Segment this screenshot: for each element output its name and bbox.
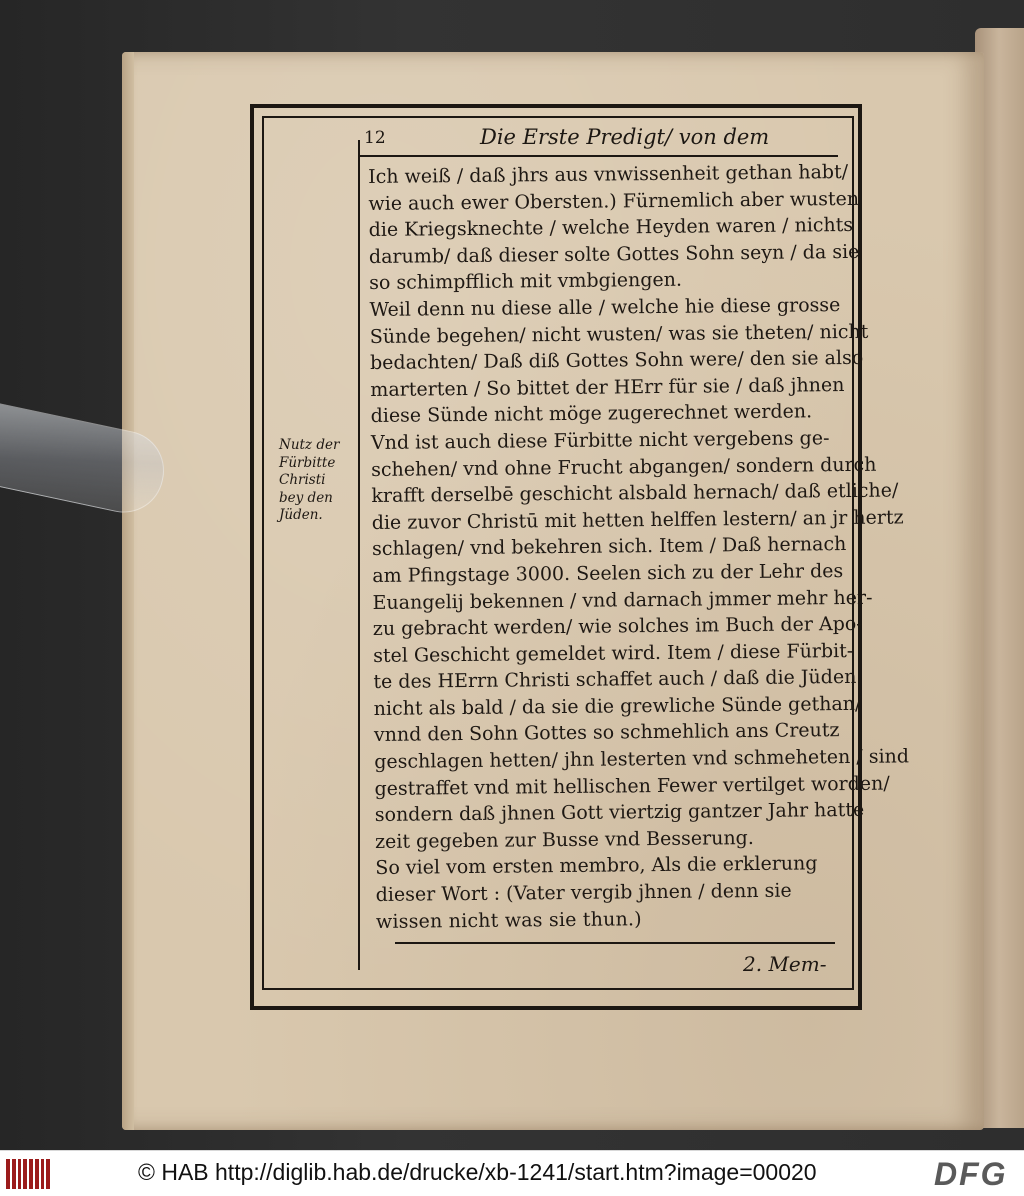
page-number: 12 [364,128,386,148]
text-line: darumb/ daß dieser solte Gottes Sohn seyn / da sie [368,240,860,268]
text-line: Euangelij bekennen / vnd darnach jmmer mehr her- [372,586,873,614]
text-line: stel Geschicht gemeldet wird. Item / diese Fürbit- [373,639,854,667]
body-text [368,159,910,935]
catchword: 2. Mem- [743,952,827,976]
hab-logo-icon [6,1159,50,1189]
footer-bar [0,1150,1024,1196]
text-line: am Pfingstage 3000. Seelen sich zu der Lehr des [372,559,844,587]
margin-note-line: Christi [279,472,326,488]
text-line: schlagen/ vnd bekehren sich. Item / Daß hernach [371,533,847,561]
page-edge-shadow [122,52,134,1130]
margin-column-divider [358,140,360,970]
text-line: nicht als bald / da sie die grewliche Sünde gethan/ [373,692,862,720]
text-line: sondern daß jhnen Gott viertzig gantzer Jahr hatte [374,799,865,827]
dfg-logo: DFG [934,1156,1008,1192]
copyright-url-text: © HAB http://diglib.hab.de/drucke/xb-1241/start.htm?image=00020 [138,1159,817,1185]
text-line: diese Sünde nicht möge zugerechnet werden. [370,400,813,428]
text-line: So viel vom ersten membro, Als die erklerung [375,852,818,880]
text-line: te des HErrn Christi schaffet auch / daß die Jüden [373,666,857,694]
footer-rule [395,942,835,944]
text-line: Sünde begehen/ nicht wusten/ was sie theten/ nicht [369,320,869,348]
text-line: zeit gegeben zur Busse vnd Besserung. [374,826,754,853]
margin-note-line: Fürbitte [279,454,336,471]
text-line: schehen/ vnd ohne Frucht abgangen/ sondern durch [371,453,877,481]
margin-note-line: bey den [279,489,333,506]
text-line: vnnd den Sohn Gottes so schmehlich ans Creutz [373,719,840,747]
margin-note [279,437,355,525]
text-line: gestraffet vnd mit hellischen Fewer vertilget worden/ [374,772,890,800]
text-line: Weil denn nu diese alle / welche hie diese grosse [369,294,841,321]
running-head: Die Erste Predigt/ von dem [480,125,770,149]
text-line: krafft derselbē geschicht alsbald hernach/ daß etliche/ [371,479,899,508]
text-line: bedachten/ Daß diß Gottes Sohn were/ den sie also [369,346,864,375]
margin-note-line: Nutz der [279,437,340,453]
text-line: geschlagen hetten/ jhn lesterten vnd schmeheten / sind [374,745,910,774]
text-line: Vnd ist auch diese Fürbitte nicht vergebens ge- [370,427,830,454]
text-line: wie auch ewer Obersten.) Fürnemlich aber wusten [368,187,860,215]
text-line: wissen nicht was sie thun.) [375,907,642,933]
text-line: die zuvor Christū mit hetten helffen lestern/ an jr hertz [371,506,904,534]
text-line: marterten / So bittet der HErr für sie / daß jhnen [370,373,845,401]
text-line: zu gebracht werden/ wie solches im Buch der Apo- [372,612,863,641]
header-rule [360,155,838,157]
text-line: dieser Wort : (Vater vergib jhnen / denn sie [375,879,792,906]
text-line: so schimpfflich mit vmbgiengen. [369,269,683,295]
text-line: Ich weiß / daß jhrs aus vnwissenheit gethan habt/ [368,160,849,188]
margin-note-line: Jüden. [279,507,323,523]
text-line: die Kriegsknechte / welche Heyden waren / nichts [368,214,854,242]
